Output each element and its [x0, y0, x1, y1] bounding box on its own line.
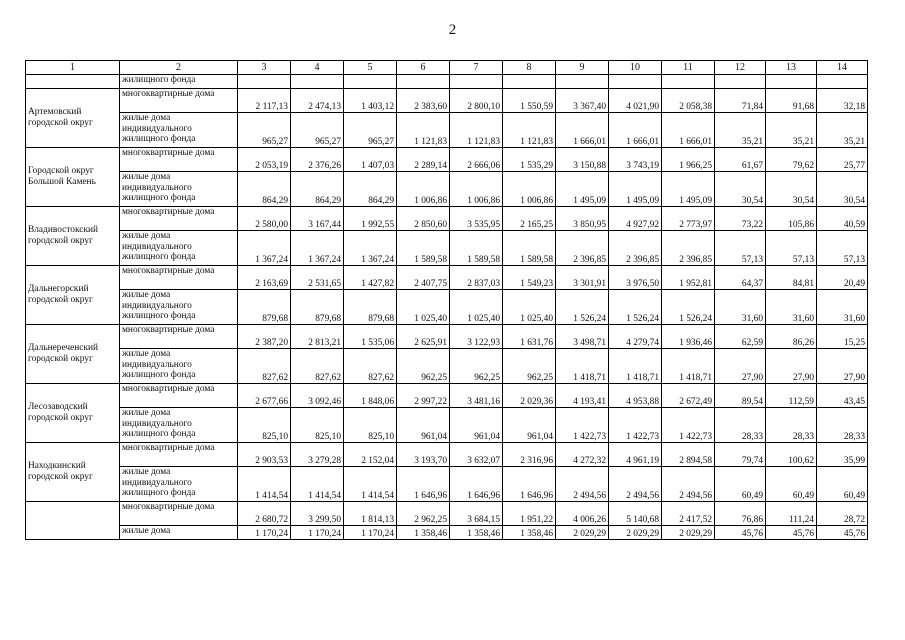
value-cell: 27,90 — [817, 349, 868, 384]
value-cell: 1 006,86 — [450, 172, 503, 207]
value-cell: 5 140,68 — [609, 502, 662, 526]
value-cell: 2 677,66 — [238, 384, 291, 408]
value-cell: 1 495,09 — [609, 172, 662, 207]
value-cell: 1 526,24 — [662, 290, 715, 325]
municipality-cell — [26, 502, 120, 540]
value-cell: 3 743,19 — [609, 148, 662, 172]
value-cell: 71,84 — [715, 89, 766, 113]
municipality-cell: Лесозаводский городской округ — [26, 384, 120, 443]
housing-type-cell: жилищного фонда — [120, 75, 238, 89]
value-cell: 2 396,85 — [609, 231, 662, 266]
value-cell: 965,27 — [238, 113, 291, 148]
value-cell: 962,25 — [503, 349, 556, 384]
value-cell: 3 092,46 — [291, 384, 344, 408]
value-cell: 1 646,96 — [397, 467, 450, 502]
value-cell: 2 837,03 — [450, 266, 503, 290]
value-cell: 111,24 — [766, 502, 817, 526]
value-cell: 2 666,06 — [450, 148, 503, 172]
value-cell: 1 418,71 — [609, 349, 662, 384]
value-cell: 31,60 — [766, 290, 817, 325]
value-cell: 1 646,96 — [503, 467, 556, 502]
value-cell: 35,21 — [715, 113, 766, 148]
value-cell: 3 850,95 — [556, 207, 609, 231]
value-cell: 2 117,13 — [238, 89, 291, 113]
value-cell: 3 684,15 — [450, 502, 503, 526]
value-cell: 2 903,53 — [238, 443, 291, 467]
value-cell: 4 961,19 — [609, 443, 662, 467]
value-cell: 1 589,58 — [503, 231, 556, 266]
value-cell: 825,10 — [291, 408, 344, 443]
value-cell: 864,29 — [291, 172, 344, 207]
value-cell: 57,13 — [766, 231, 817, 266]
value-cell: 2 387,20 — [238, 325, 291, 349]
value-cell: 43,45 — [817, 384, 868, 408]
value-cell: 1 549,23 — [503, 266, 556, 290]
value-cell: 30,54 — [817, 172, 868, 207]
value-cell: 2 531,65 — [291, 266, 344, 290]
value-cell: 1 535,29 — [503, 148, 556, 172]
table-row — [26, 502, 868, 526]
value-cell: 1 495,09 — [556, 172, 609, 207]
table-header-row — [26, 61, 868, 75]
municipality-cell — [26, 75, 120, 89]
value-cell: 30,54 — [766, 172, 817, 207]
value-cell: 31,60 — [715, 290, 766, 325]
value-cell: 1 025,40 — [450, 290, 503, 325]
value-cell: 45,76 — [715, 526, 766, 540]
value-cell: 1 535,06 — [344, 325, 397, 349]
value-cell: 1 403,12 — [344, 89, 397, 113]
housing-type-cell: многоквартирные дома — [120, 89, 238, 113]
value-cell: 28,33 — [715, 408, 766, 443]
value-cell: 60,49 — [715, 467, 766, 502]
value-cell: 4 021,90 — [609, 89, 662, 113]
value-cell: 1 414,54 — [291, 467, 344, 502]
value-cell: 3 279,28 — [291, 443, 344, 467]
value-cell: 2 396,85 — [662, 231, 715, 266]
housing-type-cell: жилые дома индивидуального жилищного фонда — [120, 408, 238, 443]
value-cell: 2 773,97 — [662, 207, 715, 231]
value-cell: 35,21 — [817, 113, 868, 148]
value-cell: 1 495,09 — [662, 172, 715, 207]
value-cell: 2 494,56 — [609, 467, 662, 502]
tariff-table — [25, 60, 868, 540]
table-body — [26, 61, 868, 540]
value-cell: 961,04 — [503, 408, 556, 443]
value-cell: 27,90 — [766, 349, 817, 384]
value-cell: 3 167,44 — [291, 207, 344, 231]
value-cell: 2 962,25 — [397, 502, 450, 526]
value-cell: 2 396,85 — [556, 231, 609, 266]
value-cell: 1 936,46 — [662, 325, 715, 349]
column-header: 12 — [715, 61, 766, 75]
value-cell: 4 193,41 — [556, 384, 609, 408]
column-header: 6 — [397, 61, 450, 75]
value-cell: 1 367,24 — [344, 231, 397, 266]
value-cell: 961,04 — [450, 408, 503, 443]
value-cell: 825,10 — [238, 408, 291, 443]
value-cell: 1 666,01 — [556, 113, 609, 148]
table-row — [26, 290, 868, 325]
value-cell: 2 163,69 — [238, 266, 291, 290]
value-cell: 1 952,81 — [662, 266, 715, 290]
continuation-row — [26, 75, 868, 89]
table-row — [26, 113, 868, 148]
value-cell: 965,27 — [344, 113, 397, 148]
column-header: 1 — [26, 61, 120, 75]
value-cell: 1 367,24 — [238, 231, 291, 266]
value-cell: 4 953,88 — [609, 384, 662, 408]
value-cell: 1 422,73 — [609, 408, 662, 443]
value-cell: 2 474,13 — [291, 89, 344, 113]
value-cell: 1 427,82 — [344, 266, 397, 290]
value-cell: 100,62 — [766, 443, 817, 467]
value-cell: 1 006,86 — [397, 172, 450, 207]
value-cell: 1 358,46 — [503, 526, 556, 540]
value-cell: 961,04 — [397, 408, 450, 443]
housing-type-cell: многоквартирные дома — [120, 443, 238, 467]
value-cell: 965,27 — [291, 113, 344, 148]
value-cell: 62,59 — [715, 325, 766, 349]
value-cell: 2 997,22 — [397, 384, 450, 408]
housing-type-cell: многоквартирные дома — [120, 207, 238, 231]
value-cell: 1 170,24 — [344, 526, 397, 540]
value-cell: 61,67 — [715, 148, 766, 172]
column-header: 4 — [291, 61, 344, 75]
table-row — [26, 231, 868, 266]
value-cell: 1 550,59 — [503, 89, 556, 113]
value-cell: 76,86 — [715, 502, 766, 526]
value-cell: 3 632,07 — [450, 443, 503, 467]
value-cell: 1 414,54 — [344, 467, 397, 502]
municipality-cell: Артемовский городской округ — [26, 89, 120, 148]
housing-type-cell: жилые дома индивидуального жилищного фонда — [120, 172, 238, 207]
value-cell: 2 053,19 — [238, 148, 291, 172]
column-header: 10 — [609, 61, 662, 75]
value-cell: 827,62 — [238, 349, 291, 384]
table-row — [26, 526, 868, 540]
housing-type-cell: многоквартирные дома — [120, 384, 238, 408]
value-cell: 2 625,91 — [397, 325, 450, 349]
municipality-cell: Дальнегорский городской округ — [26, 266, 120, 325]
value-cell: 3 498,71 — [556, 325, 609, 349]
value-cell: 1 358,46 — [397, 526, 450, 540]
table-row — [26, 408, 868, 443]
value-cell: 1 121,83 — [397, 113, 450, 148]
value-cell: 2 152,04 — [344, 443, 397, 467]
value-cell: 3 976,50 — [609, 266, 662, 290]
housing-type-cell: жилые дома — [120, 526, 238, 540]
value-cell: 45,76 — [766, 526, 817, 540]
value-cell: 86,26 — [766, 325, 817, 349]
value-cell: 1 025,40 — [503, 290, 556, 325]
value-cell: 1 951,22 — [503, 502, 556, 526]
value-cell: 2 029,29 — [609, 526, 662, 540]
value-cell: 2 494,56 — [662, 467, 715, 502]
value-cell: 28,33 — [766, 408, 817, 443]
value-cell: 1 631,76 — [503, 325, 556, 349]
value-cell: 60,49 — [817, 467, 868, 502]
municipality-cell: Владивостокский городской округ — [26, 207, 120, 266]
column-header: 11 — [662, 61, 715, 75]
value-cell: 3 367,40 — [556, 89, 609, 113]
value-cell: 879,68 — [238, 290, 291, 325]
value-cell: 1 589,58 — [397, 231, 450, 266]
housing-type-cell: многоквартирные дома — [120, 325, 238, 349]
column-header: 3 — [238, 61, 291, 75]
value-cell: 30,54 — [715, 172, 766, 207]
value-cell: 2 407,75 — [397, 266, 450, 290]
value-cell: 1 526,24 — [556, 290, 609, 325]
value-cell: 4 927,92 — [609, 207, 662, 231]
value-cell: 91,68 — [766, 89, 817, 113]
value-cell: 2 383,60 — [397, 89, 450, 113]
table-row — [26, 467, 868, 502]
value-cell: 35,99 — [817, 443, 868, 467]
value-cell: 1 418,71 — [662, 349, 715, 384]
column-header: 2 — [120, 61, 238, 75]
value-cell: 28,72 — [817, 502, 868, 526]
value-cell: 864,29 — [238, 172, 291, 207]
value-cell: 105,86 — [766, 207, 817, 231]
table-row — [26, 266, 868, 290]
housing-type-cell: многоквартирные дома — [120, 266, 238, 290]
column-header: 5 — [344, 61, 397, 75]
value-cell: 2 494,56 — [556, 467, 609, 502]
value-cell: 3 122,93 — [450, 325, 503, 349]
value-cell: 32,18 — [817, 89, 868, 113]
value-cell: 1 992,55 — [344, 207, 397, 231]
value-cell: 20,49 — [817, 266, 868, 290]
value-cell: 1 170,24 — [238, 526, 291, 540]
value-cell: 825,10 — [344, 408, 397, 443]
value-cell: 864,29 — [344, 172, 397, 207]
value-cell: 2 029,29 — [662, 526, 715, 540]
column-header: 7 — [450, 61, 503, 75]
value-cell: 827,62 — [344, 349, 397, 384]
municipality-cell: Городской округ Большой Камень — [26, 148, 120, 207]
value-cell: 3 150,88 — [556, 148, 609, 172]
value-cell: 1 006,86 — [503, 172, 556, 207]
value-cell: 1 121,83 — [503, 113, 556, 148]
value-cell: 1 526,24 — [609, 290, 662, 325]
value-cell: 112,59 — [766, 384, 817, 408]
housing-type-cell: многоквартирные дома — [120, 502, 238, 526]
table-row — [26, 384, 868, 408]
table-row — [26, 89, 868, 113]
value-cell: 4 279,74 — [609, 325, 662, 349]
value-cell: 3 481,16 — [450, 384, 503, 408]
value-cell: 1 358,46 — [450, 526, 503, 540]
value-cell: 1 422,73 — [556, 408, 609, 443]
housing-type-cell: жилые дома индивидуального жилищного фонда — [120, 113, 238, 148]
value-cell: 57,13 — [715, 231, 766, 266]
value-cell: 28,33 — [817, 408, 868, 443]
value-cell: 1 407,03 — [344, 148, 397, 172]
value-cell: 45,76 — [817, 526, 868, 540]
value-cell: 2 029,36 — [503, 384, 556, 408]
value-cell: 35,21 — [766, 113, 817, 148]
value-cell: 57,13 — [817, 231, 868, 266]
value-cell: 2 376,26 — [291, 148, 344, 172]
value-cell: 2 058,38 — [662, 89, 715, 113]
value-cell: 2 680,72 — [238, 502, 291, 526]
value-cell: 2 029,29 — [556, 526, 609, 540]
column-header: 14 — [817, 61, 868, 75]
column-header: 8 — [503, 61, 556, 75]
municipality-cell: Дальнереченский городской округ — [26, 325, 120, 384]
page-number: 2 — [448, 22, 457, 38]
value-cell: 2 894,58 — [662, 443, 715, 467]
table-row — [26, 443, 868, 467]
housing-type-cell: жилые дома индивидуального жилищного фонда — [120, 349, 238, 384]
value-cell: 27,90 — [715, 349, 766, 384]
value-cell: 2 417,52 — [662, 502, 715, 526]
value-cell: 3 193,70 — [397, 443, 450, 467]
column-header: 13 — [766, 61, 817, 75]
value-cell: 1 170,24 — [291, 526, 344, 540]
value-cell: 79,74 — [715, 443, 766, 467]
value-cell: 827,62 — [291, 349, 344, 384]
housing-type-cell: жилые дома индивидуального жилищного фонда — [120, 231, 238, 266]
value-cell: 1 121,83 — [450, 113, 503, 148]
value-cell: 1 814,13 — [344, 502, 397, 526]
value-cell: 1 666,01 — [662, 113, 715, 148]
housing-type-cell: жилые дома индивидуального жилищного фонда — [120, 290, 238, 325]
value-cell: 4 272,32 — [556, 443, 609, 467]
value-cell: 1 666,01 — [609, 113, 662, 148]
value-cell: 1 367,24 — [291, 231, 344, 266]
value-cell: 2 850,60 — [397, 207, 450, 231]
value-cell: 3 299,50 — [291, 502, 344, 526]
municipality-cell: Находкинский городской округ — [26, 443, 120, 502]
value-cell: 79,62 — [766, 148, 817, 172]
value-cell: 962,25 — [397, 349, 450, 384]
value-cell: 3 535,95 — [450, 207, 503, 231]
value-cell: 84,81 — [766, 266, 817, 290]
value-cell: 64,37 — [715, 266, 766, 290]
value-cell: 2 800,10 — [450, 89, 503, 113]
value-cell: 4 006,26 — [556, 502, 609, 526]
housing-type-cell: многоквартирные дома — [120, 148, 238, 172]
value-cell: 89,54 — [715, 384, 766, 408]
table-row — [26, 172, 868, 207]
table-row — [26, 325, 868, 349]
value-cell: 1 848,06 — [344, 384, 397, 408]
table-row — [26, 349, 868, 384]
value-cell: 879,68 — [291, 290, 344, 325]
value-cell: 2 165,25 — [503, 207, 556, 231]
value-cell: 1 422,73 — [662, 408, 715, 443]
table-row — [26, 148, 868, 172]
value-cell: 2 672,49 — [662, 384, 715, 408]
table-row — [26, 207, 868, 231]
value-cell: 40,59 — [817, 207, 868, 231]
value-cell: 2 316,96 — [503, 443, 556, 467]
value-cell: 31,60 — [817, 290, 868, 325]
value-cell: 60,49 — [766, 467, 817, 502]
value-cell: 15,25 — [817, 325, 868, 349]
value-cell: 1 966,25 — [662, 148, 715, 172]
value-cell: 1 025,40 — [397, 290, 450, 325]
value-cell: 879,68 — [344, 290, 397, 325]
value-cell: 1 414,54 — [238, 467, 291, 502]
value-cell: 73,22 — [715, 207, 766, 231]
value-cell: 2 289,14 — [397, 148, 450, 172]
value-cell: 1 589,58 — [450, 231, 503, 266]
value-cell: 3 301,91 — [556, 266, 609, 290]
value-cell: 2 813,21 — [291, 325, 344, 349]
column-header: 9 — [556, 61, 609, 75]
value-cell: 962,25 — [450, 349, 503, 384]
value-cell: 1 646,96 — [450, 467, 503, 502]
housing-type-cell: жилые дома индивидуального жилищного фонда — [120, 467, 238, 502]
value-cell: 2 580,00 — [238, 207, 291, 231]
value-cell: 1 418,71 — [556, 349, 609, 384]
value-cell: 25,77 — [817, 148, 868, 172]
